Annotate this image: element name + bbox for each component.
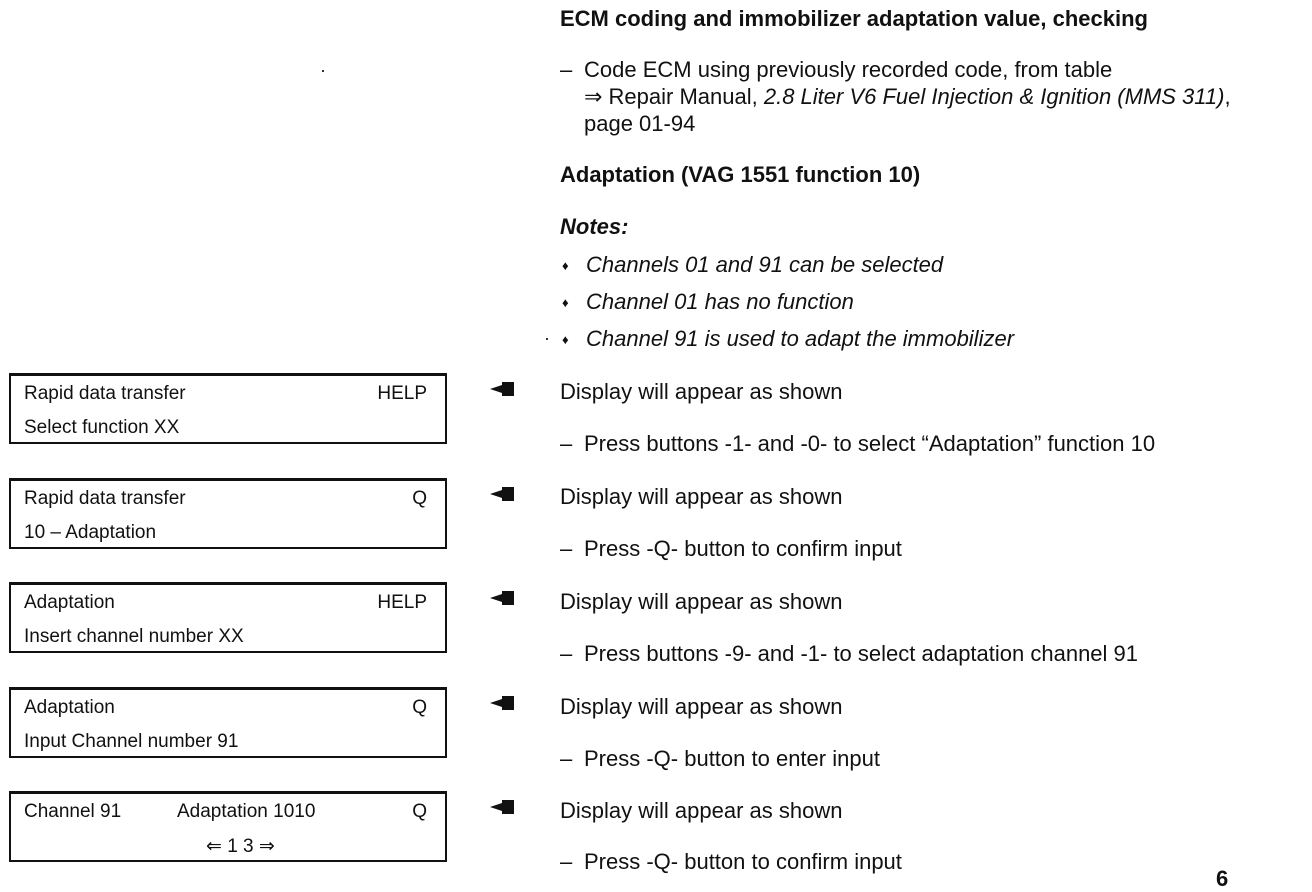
tester-display-4: Adaptation Q Input Channel number 91 — [9, 687, 447, 758]
dash: – — [560, 57, 573, 82]
bullet-icon: ♦ — [562, 295, 569, 310]
adaptation-heading: Adaptation (VAG 1551 function 10) — [560, 162, 921, 187]
tester-display-1: Rapid data transfer HELP Select function XX — [9, 373, 447, 444]
code-ecm-line1: Code ECM using previously recorded code, from table — [584, 57, 1113, 82]
note-item: ♦ Channel 91 is used to adapt the immobilizer — [562, 326, 1015, 351]
action-step: – Press buttons -9- and -1- to select adaptation channel 91 — [560, 641, 1139, 666]
section-title: ECM coding and immobilizer adaptation value, checking — [560, 6, 1148, 31]
bullet-icon: ♦ — [562, 258, 569, 273]
display-instruction: Display will appear as shown — [560, 589, 843, 614]
page-number: 6 — [1216, 866, 1229, 891]
action-step: – Press -Q- button to confirm input — [560, 849, 902, 874]
display-instruction: Display will appear as shown — [560, 379, 843, 404]
code-ecm-line2-suffix: , — [1224, 84, 1231, 109]
tester-display-2: Rapid data transfer Q 10 – Adaptation — [9, 478, 447, 549]
code-ecm-line2-prefix: ⇒ Repair Manual, — [584, 84, 764, 109]
display-instruction: Display will appear as shown — [560, 484, 843, 509]
code-ecm-line3: page 01-94 — [584, 111, 696, 136]
pointing-hand-icon — [488, 486, 516, 502]
note-item: ♦ Channels 01 and 91 can be selected — [562, 252, 944, 277]
scan-speck — [322, 70, 324, 72]
action-step: – Press buttons -1- and -0- to select “Adaptation” function 10 — [560, 431, 1156, 456]
pointing-hand-icon — [488, 590, 516, 606]
code-ecm-step — [560, 56, 1231, 137]
bullet-icon: ♦ — [562, 332, 569, 347]
action-step: – Press -Q- button to enter input — [560, 746, 880, 771]
tester-display-5: Channel 91 Adaptation 1010 Q ⇐ 1 3 ⇒ — [9, 791, 447, 862]
pointing-hand-icon — [488, 799, 516, 815]
notes-title: Notes: — [560, 214, 629, 239]
scan-speck — [546, 338, 548, 340]
action-step: – Press -Q- button to confirm input — [560, 536, 902, 561]
display-instruction: Display will appear as shown — [560, 798, 843, 823]
repair-manual-reference: 2.8 Liter V6 Fuel Injection & Ignition (MMS 311) — [763, 84, 1225, 109]
note-item: ♦ Channel 01 has no function — [562, 289, 854, 314]
pointing-hand-icon — [488, 695, 516, 711]
pointing-hand-icon — [488, 381, 516, 397]
tester-display-3: Adaptation HELP Insert channel number XX — [9, 582, 447, 653]
display-instruction: Display will appear as shown — [560, 694, 843, 719]
